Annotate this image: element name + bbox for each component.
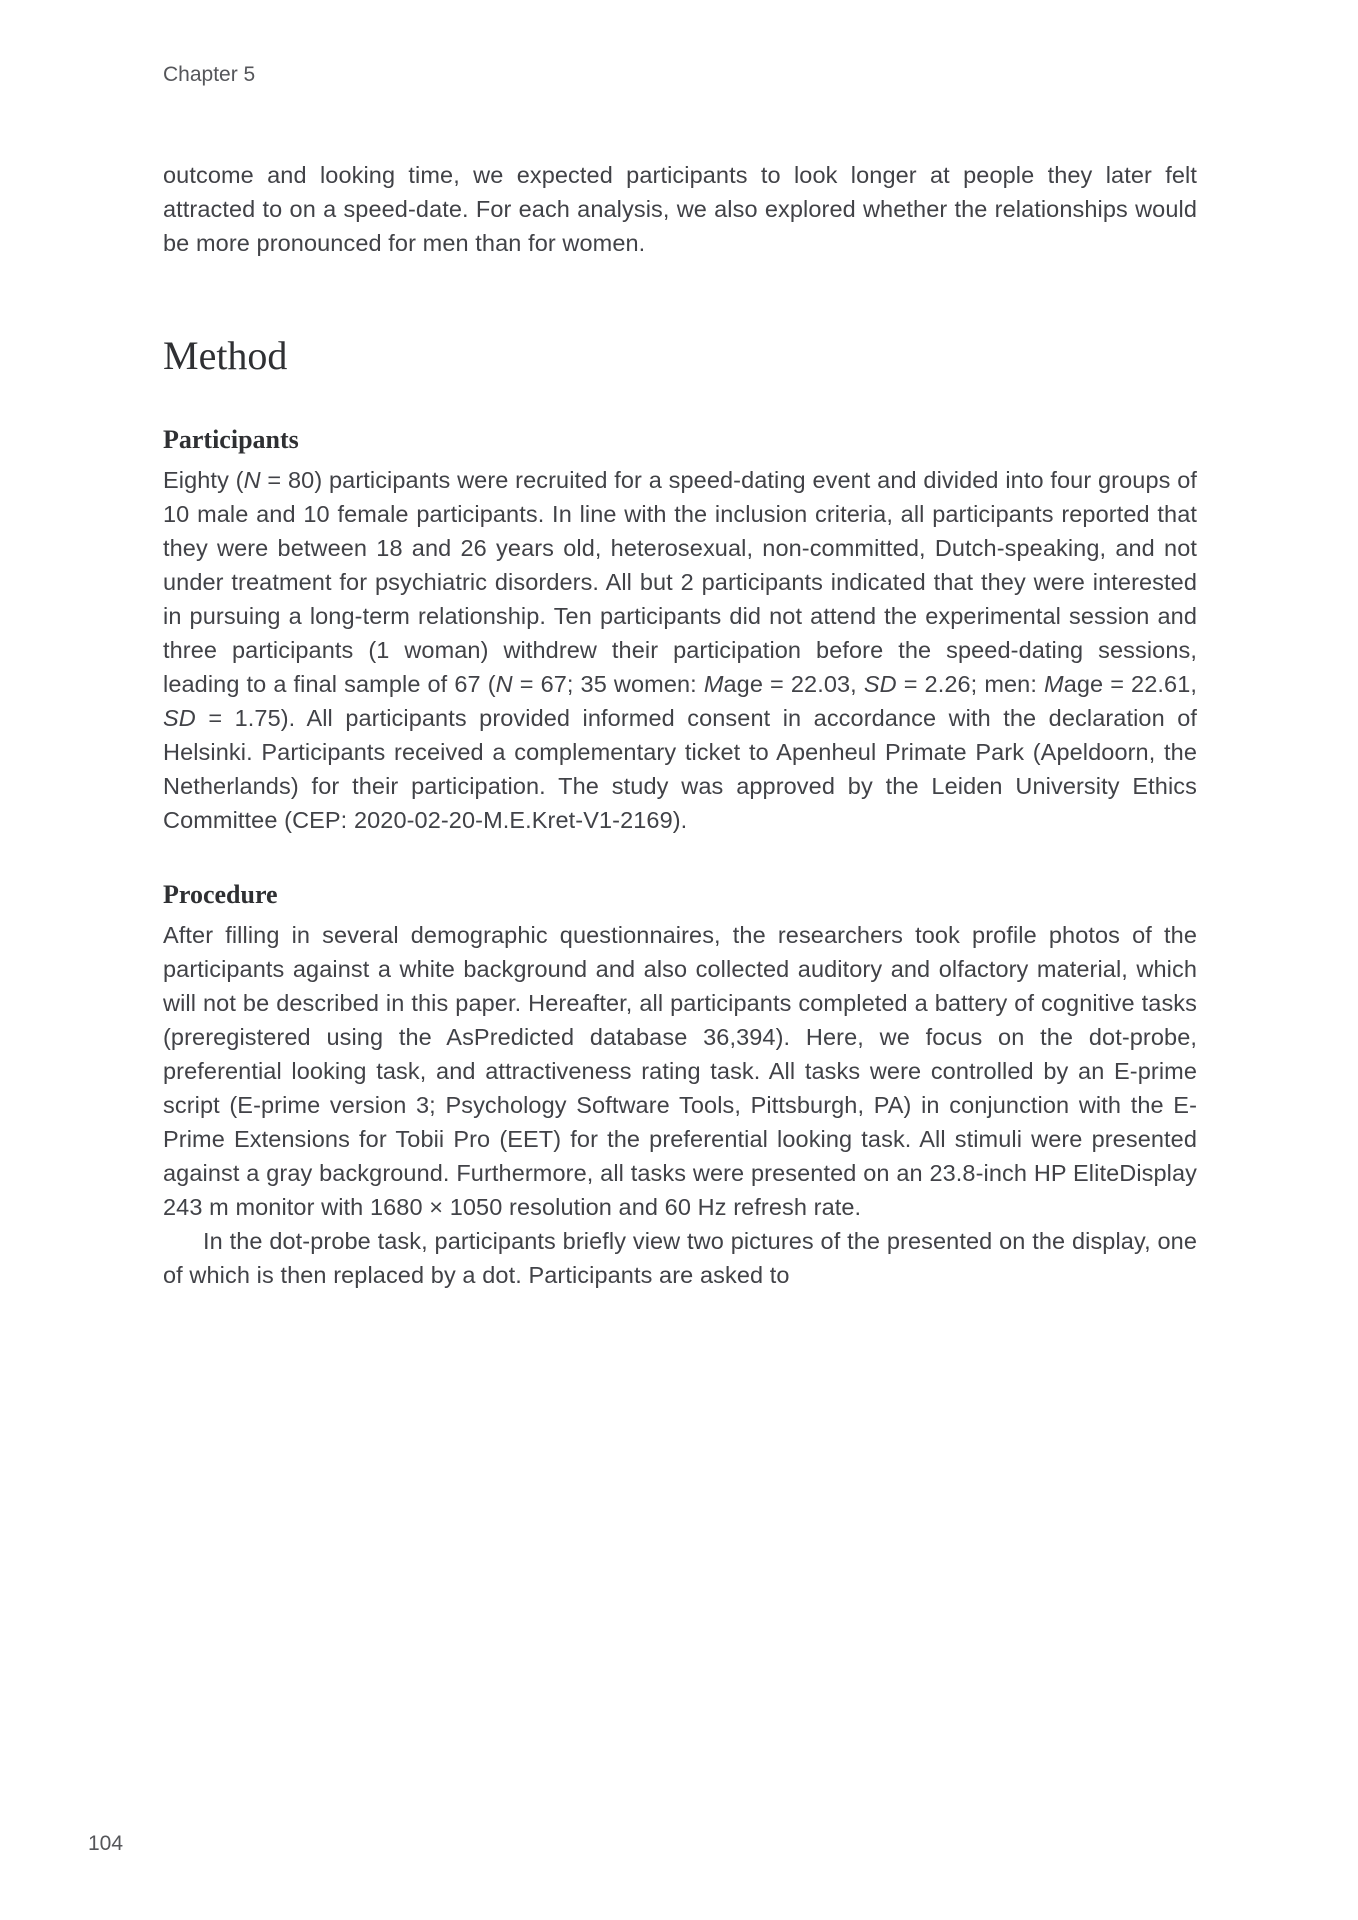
page-number: 104 bbox=[88, 1832, 124, 1855]
page-content bbox=[163, 158, 1197, 1292]
intro-paragraph: outcome and looking time, we expected participants to look longer at people they later felt attracted to on a speed-date. For each analysis, we also explored whether the relationships would be more pronounced for men than for women. bbox=[163, 162, 1197, 256]
subsection-heading-procedure: Procedure bbox=[163, 880, 278, 909]
procedure-paragraph-2: In the dot-probe task, participants briefly view two pictures of the presented on the display, one of which is then replaced by a dot. Participants are asked to bbox=[163, 1228, 1197, 1288]
section-title-method: Method bbox=[163, 333, 288, 378]
participants-paragraph: Eighty (N = 80) participants were recruited for a speed-dating event and divided into four groups of 10 male and 10 female participants. In line with the inclusion criteria, all participants reported that they were between 18 and 26 years old, heterosexual, non-committed, Dutch-speaking, and not under treatment for psychiatric disorders. All but 2 participants indicated that they were interested in pursuing a long-term relationship. Ten participants did not attend the experimental session and three participants (1 woman) withdrew their participation before the speed-dating sessions, leading to a final sample of 67 (N = 67; 35 women: Mage = 22.03, SD = 2.26; men: Mage = 22.61, SD = 1.75). All participants provided informed consent in accordance with the declaration of Helsinki. Participants received a complementary ticket to Apenheul Primate Park (Apeldoorn, the Netherlands) for their participation. The study was approved by the Leiden University Ethics Committee (CEP: 2020-02-20-M.E.Kret-V1-2169). bbox=[163, 467, 1197, 833]
procedure-paragraph-1: After filling in several demographic questionnaires, the researchers took profile photos of the participants against a white background and also collected auditory and olfactory material, which will not be described in this paper. Hereafter, all participants completed a battery of cognitive tasks (preregistered using the AsPredicted database 36,394). Here, we focus on the dot-probe, preferential looking task, and attractiveness rating task. All tasks were controlled by an E-prime script (E-prime version 3; Psychology Software Tools, Pittsburgh, PA) in conjunction with the E-Prime Extensions for Tobii Pro (EET) for the preferential looking task. All stimuli were presented against a gray background. Furthermore, all tasks were presented on an 23.8-inch HP EliteDisplay 243 m monitor with 1680 × 1050 resolution and 60 Hz refresh rate. bbox=[163, 922, 1197, 1220]
running-header: Chapter 5 bbox=[163, 63, 256, 86]
subsection-heading-participants: Participants bbox=[163, 425, 299, 454]
